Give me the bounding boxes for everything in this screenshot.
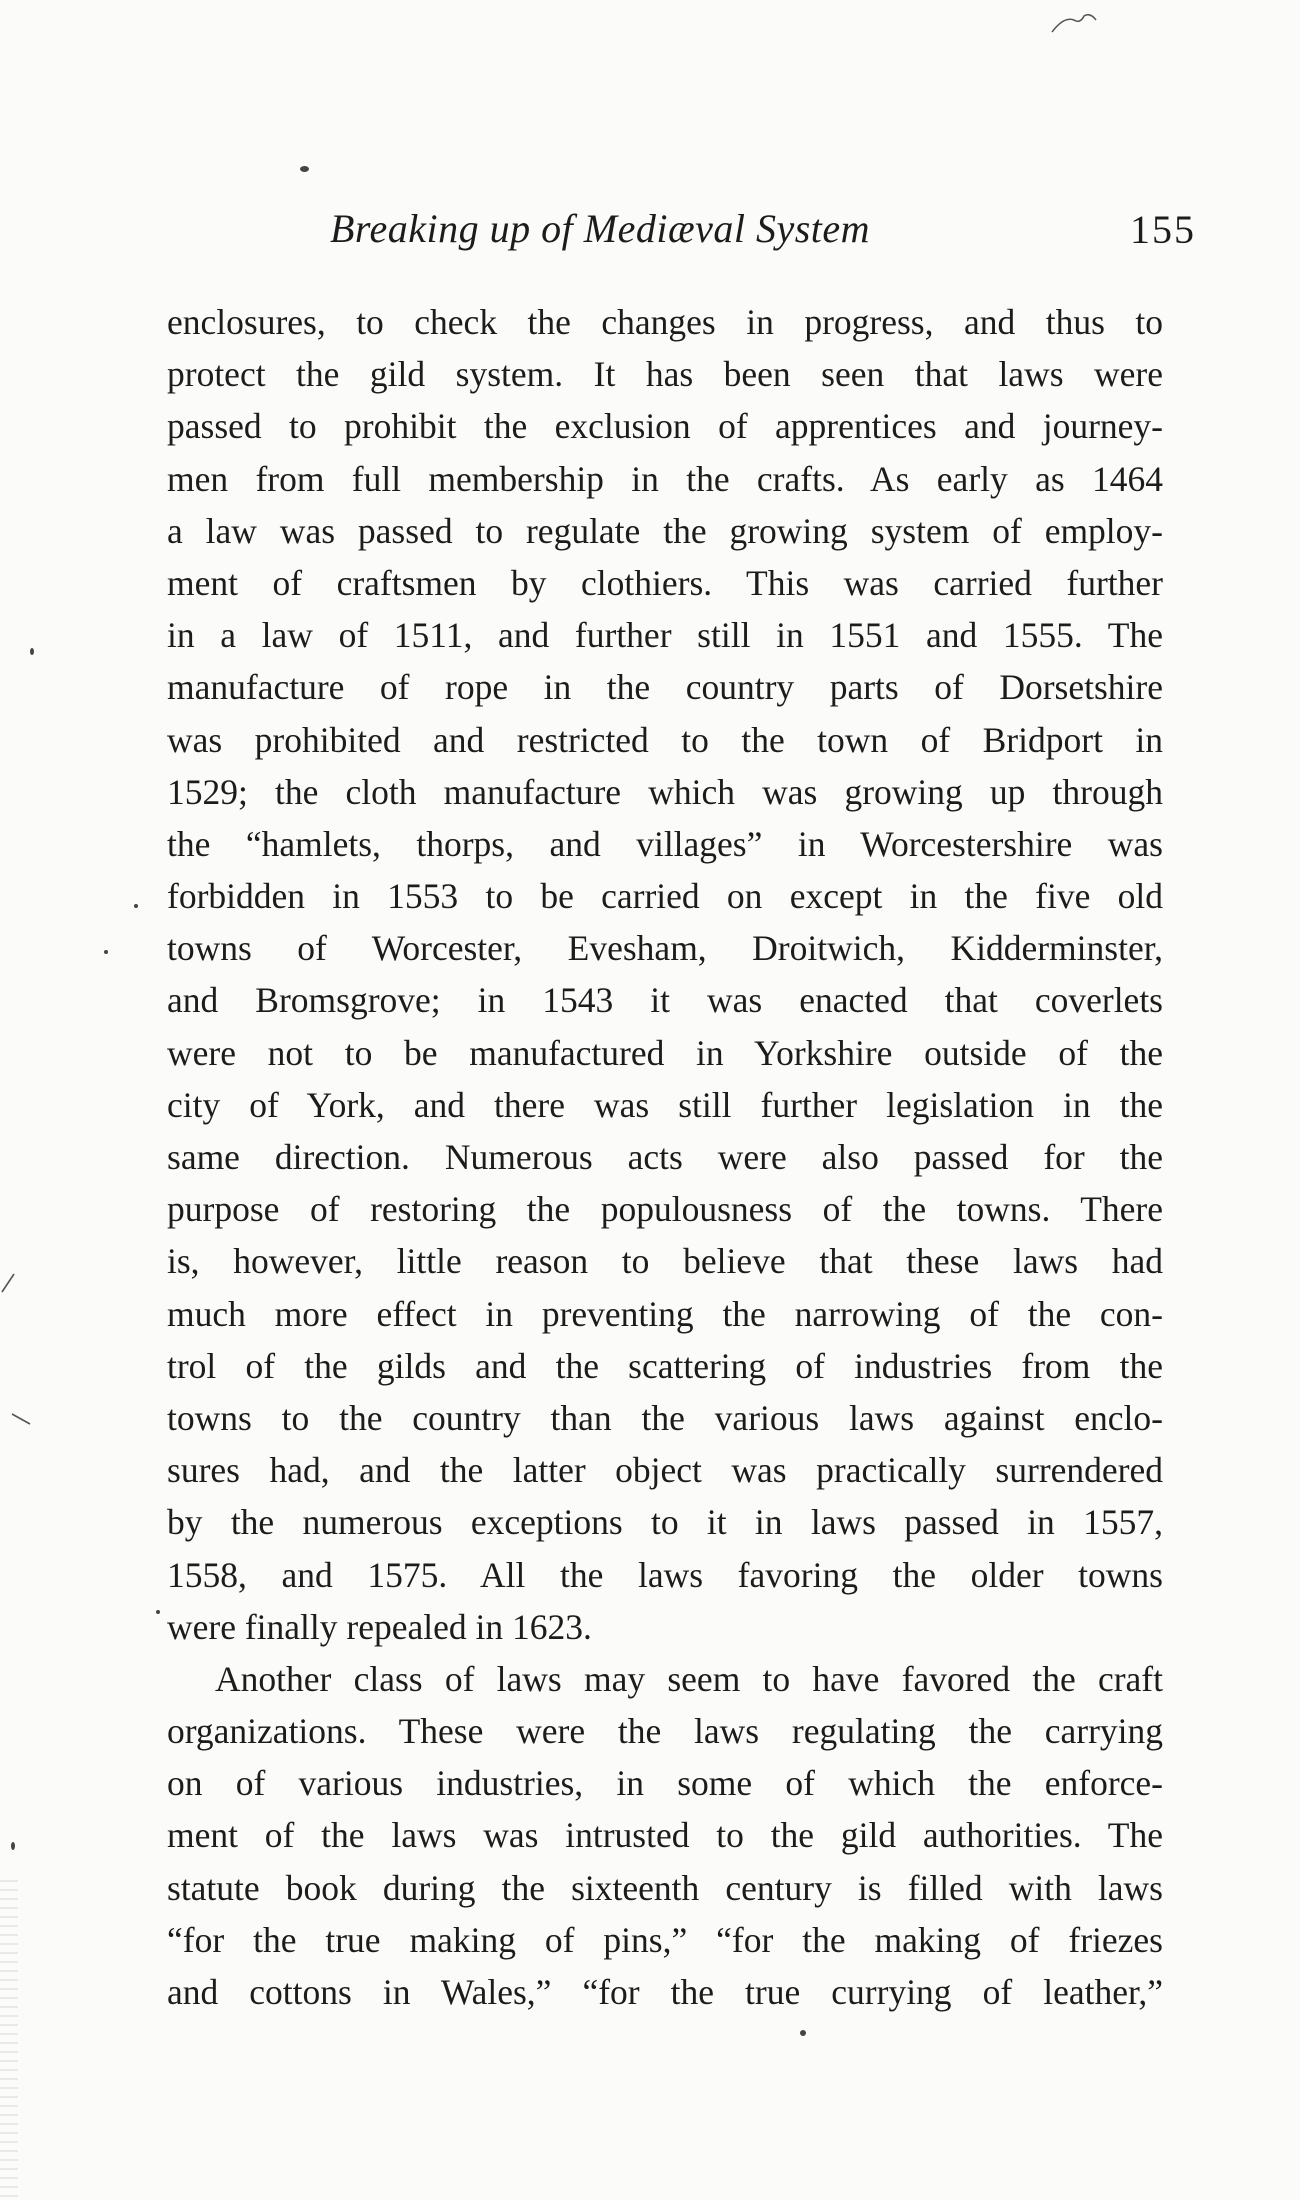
scan-mark [10,1410,34,1430]
scan-speck [800,2030,806,2036]
text-line: were finally repealed in 1623. [167,1606,592,1647]
text-line: men from full membership in the crafts. As early as 1464 [167,458,1163,499]
text-line: city of York, and there was still further legislation in the [167,1084,1163,1125]
scan-speck [104,950,108,954]
text-line: forbidden in 1553 to be carried on except in the five old [167,876,1163,917]
text-line: purpose of restoring the populousness of the towns. There [167,1189,1163,1230]
text-line: on of various industries, in some of which the enforce- [167,1763,1163,1804]
text-line: and cottons in Wales,” “for the true currying of leather,” [167,1972,1163,2012]
text-line: and Bromsgrove; in 1543 it was enacted that coverlets [167,980,1163,1021]
text-line: Another class of laws may seem to have favored the craft [215,1658,1163,1699]
text-line: towns to the country than the various laws against enclo- [167,1397,1163,1438]
text-line: towns of Worcester, Evesham, Droitwich, Kidderminster, [167,928,1163,969]
text-line: ment of the laws was intrusted to the gild authorities. The [167,1815,1163,1856]
text-line: 1529; the cloth manufacture which was growing up through [167,771,1163,812]
body-text [167,296,1163,2018]
text-line: “for the true making of pins,” “for the making of friezes [167,1919,1163,1960]
scan-mark [1050,8,1100,38]
text-line: organizations. These were the laws regulating the carrying [167,1711,1163,1752]
page-number: 155 [1130,207,1196,252]
text-line: in a law of 1511, and further still in 1551 and 1555. The [167,615,1163,656]
text-line: ment of craftsmen by clothiers. This was carried further [167,562,1163,603]
scan-speck [11,1842,15,1850]
scan-edge-noise [0,1880,18,2200]
text-line: a law was passed to regulate the growing system of employ- [167,510,1163,551]
paragraph-1 [167,296,1163,1653]
text-line: is, however, little reason to believe that these laws had [167,1241,1163,1282]
text-line: much more effect in preventing the narrowing of the con- [167,1293,1163,1334]
text-line: 1558, and 1575. All the laws favoring the older towns [167,1554,1163,1595]
text-line: enclosures, to check the changes in progress, and thus to [167,302,1163,342]
scan-speck [156,1610,160,1614]
text-line: trol of the gilds and the scattering of industries from the [167,1345,1163,1386]
text-line: by the numerous exceptions to it in laws passed in 1557, [167,1502,1163,1543]
text-line: sures had, and the latter object was practically surrendered [167,1450,1163,1491]
text-line: statute book during the sixteenth century is filled with laws [167,1867,1163,1908]
scan-speck [300,166,309,172]
scan-speck [134,904,138,908]
paragraph-2 [167,1653,1163,2018]
text-line: were not to be manufactured in Yorkshire outside of the [167,1032,1163,1073]
scan-mark [0,1270,20,1294]
text-line: was prohibited and restricted to the town of Bridport in [167,719,1163,760]
text-line: same direction. Numerous acts were also passed for the [167,1137,1163,1177]
text-line: manufacture of rope in the country parts of Dorsetshire [167,667,1163,708]
running-title: Breaking up of Mediæval System [330,206,871,251]
text-line: protect the gild system. It has been seen that laws were [167,354,1163,395]
text-line: passed to prohibit the exclusion of apprentices and journey- [167,406,1163,447]
scan-speck [30,648,34,655]
text-line: the “hamlets, thorps, and villages” in Worcestershire was [167,823,1163,864]
